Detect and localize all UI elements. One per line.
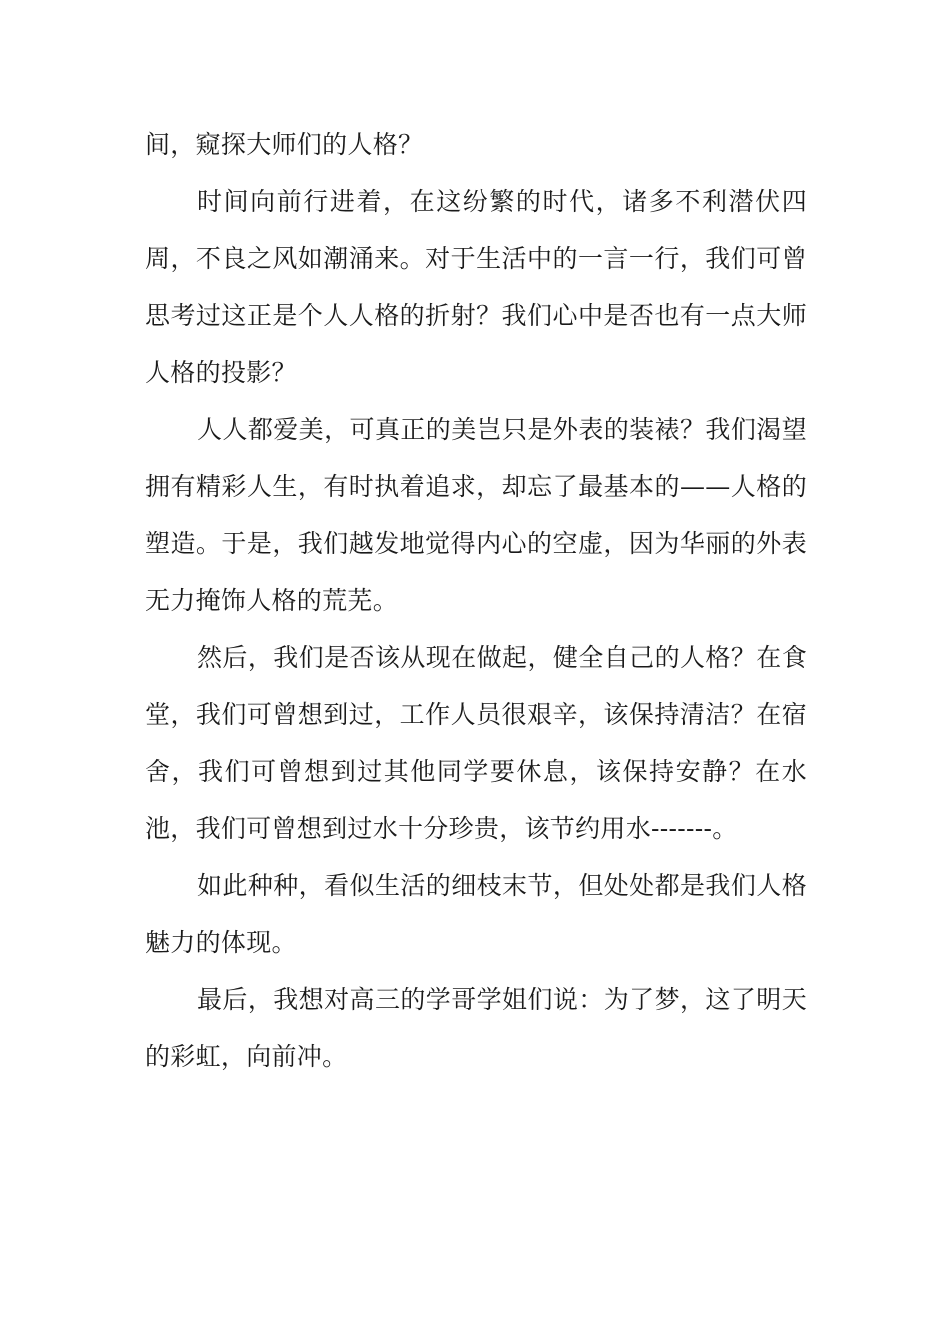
paragraph: 然后，我们是否该从现在做起，健全自己的人格？在食堂，我们可曾想到过，工作人员很艰辛，该保持清洁？在宿舍，我们可曾想到过其他同学要休息，该保持安静？在水池，我们可曾想到过水十分珍贵，该节约用水-------。 xyxy=(145,643,807,843)
paragraph-continuation: 间，窥探大师们的人格？ xyxy=(145,130,424,159)
paragraph: 如此种种，看似生活的细枝末节，但处处都是我们人格魅力的体现。 xyxy=(145,871,807,957)
paragraph: 人人都爱美，可真正的美岂只是外表的装裱？我们渴望拥有精彩人生，有时执着追求，却忘了最基本的——人格的塑造。于是，我们越发地觉得内心的空虚，因为华丽的外表无力掩饰人格的荒芜。 xyxy=(145,415,807,615)
paragraph: 最后，我想对高三的学哥学姐们说：为了梦，这了明天的彩虹，向前冲。 xyxy=(145,985,807,1071)
document-body xyxy=(145,116,807,1085)
paragraph: 时间向前行进着，在这纷繁的时代，诸多不利潜伏四周，不良之风如潮涌来。对于生活中的一言一行，我们可曾思考过这正是个人人格的折射？我们心中是否也有一点大师人格的投影？ xyxy=(145,187,807,387)
